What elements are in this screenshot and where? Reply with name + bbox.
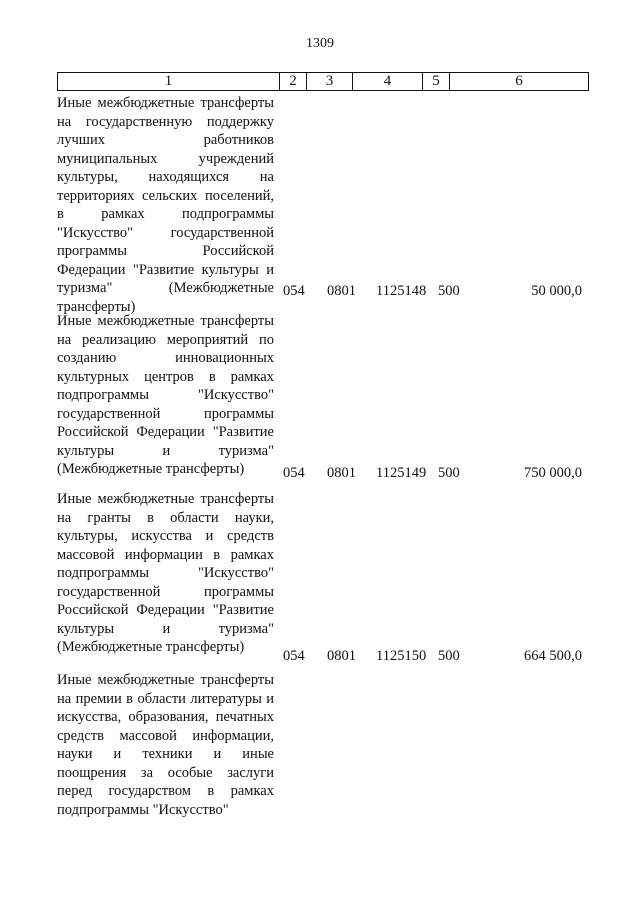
column-header-6: 6 xyxy=(450,73,589,91)
column-header-3: 3 xyxy=(307,73,353,91)
target-article-code: 1125149 xyxy=(376,465,427,481)
row-description: Иные межбюджетные трансферты на премии в области литературы и искусства, образования, печатных средств массовой информации, науки и техники и иные поощрения за особые заслуги перед государством в рамках подпрограммы "Искусство" xyxy=(57,672,274,818)
row-description: Иные межбюджетные трансферты на реализацию мероприятий по созданию инновационных культурных центров в рамках подпрограммы "Искусство" государственной программы Российской Федерации "Развитие культуры и туризма" (Межбюджетные трансферты) xyxy=(57,313,274,477)
column-header-row xyxy=(58,73,589,91)
target-article-code: 1125150 xyxy=(376,648,427,664)
page-number: 1309 xyxy=(306,36,334,51)
section-code: 0801 xyxy=(327,648,356,664)
expense-type-code: 500 xyxy=(438,283,460,299)
column-header-1: 1 xyxy=(58,73,280,91)
ministry-code: 054 xyxy=(283,465,305,481)
column-header-5: 5 xyxy=(423,73,450,91)
column-header-4: 4 xyxy=(353,73,423,91)
target-article-code: 1125148 xyxy=(376,283,427,299)
column-header-2: 2 xyxy=(280,73,307,91)
expense-type-code: 500 xyxy=(438,648,460,664)
amount-value: 750 000,0 xyxy=(524,465,582,481)
ministry-code: 054 xyxy=(283,283,305,299)
ministry-code: 054 xyxy=(283,648,305,664)
amount-value: 664 500,0 xyxy=(524,648,582,664)
section-code: 0801 xyxy=(327,283,356,299)
expense-type-code: 500 xyxy=(438,465,460,481)
row-description: Иные межбюджетные трансферты на государственную поддержку лучших работников муниципальных учреждений культуры, находящихся на территориях сельских поселений, в рамках подпрограммы "Искусство" государственной программы Российской Федерации "Развитие культуры и туризма" (Межбюджетные трансферты) xyxy=(57,95,274,315)
amount-value: 50 000,0 xyxy=(531,283,582,299)
section-code: 0801 xyxy=(327,465,356,481)
column-header-table xyxy=(57,72,589,91)
row-description: Иные межбюджетные трансферты на гранты в области науки, культуры, искусства и средств массовой информации в рамках подпрограммы "Искусство" государственной программы Российской Федерации "Развитие культуры и туризма" (Межбюджетные трансферты) xyxy=(57,491,274,655)
